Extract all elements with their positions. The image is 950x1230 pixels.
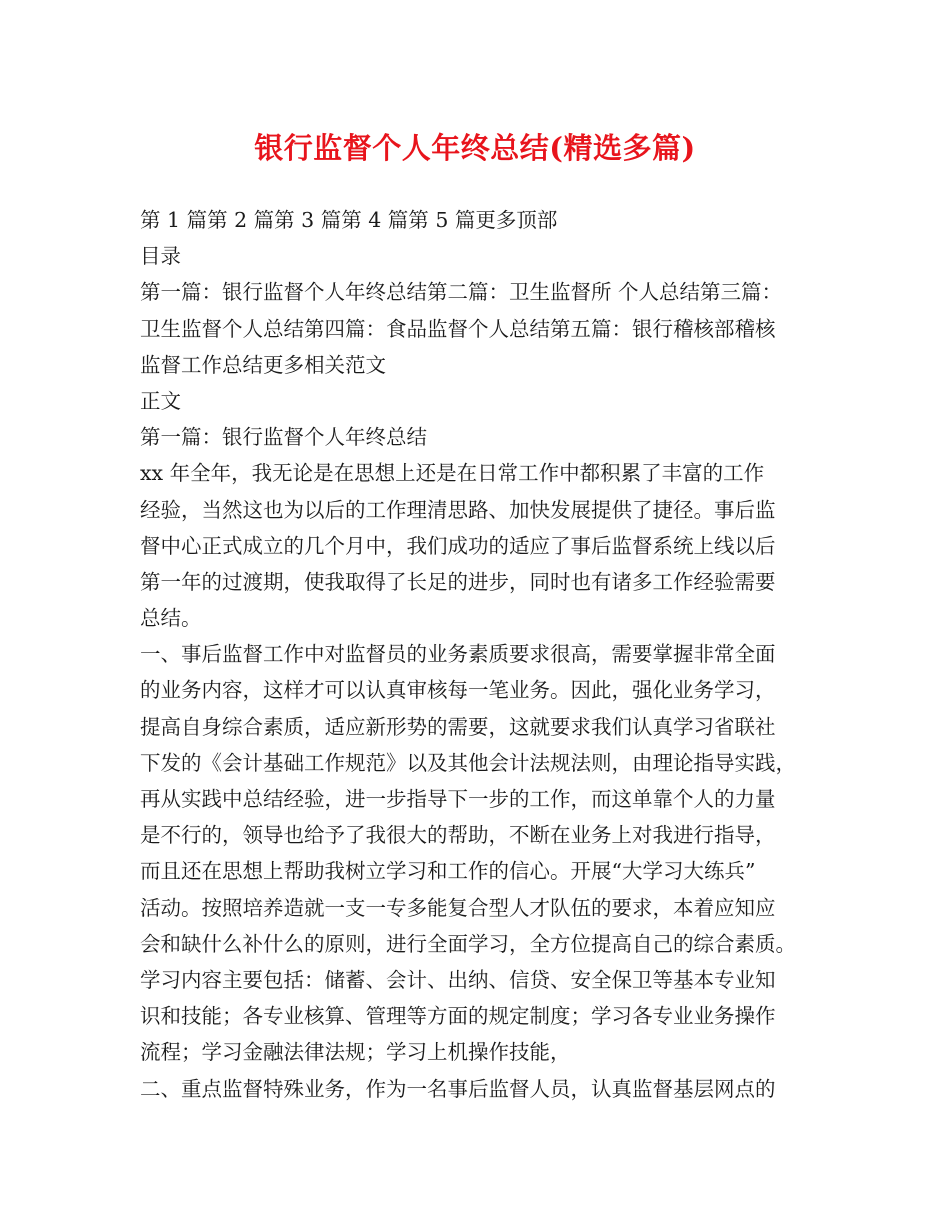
paragraph-line: 第一年的过渡期，使我取得了长足的进步，同时也有诸多工作经验需要 [140, 569, 776, 594]
toc-heading: 目录 [140, 244, 181, 269]
paragraph-line: 而且还在思想上帮助我树立学习和工作的信心。开展“大学习大练兵” [140, 859, 756, 884]
document-body [140, 202, 830, 1107]
toc-line: 监督工作总结更多相关范文 [140, 352, 386, 377]
paragraph-line: 是不行的，领导也给予了我很大的帮助，不断在业务上对我进行指导， [140, 823, 776, 848]
paragraph-line: 督中心正式成立的几个月中，我们成功的适应了事后监督系统上线以后 [140, 533, 776, 558]
document-title: 银行监督个人年终总结(精选多篇) [254, 131, 696, 165]
paragraph-line: 二、重点监督特殊业务，作为一名事后监督人员，认真监督基层网点的 [140, 1076, 776, 1101]
paragraph-line: 流程；学习金融法律法规；学习上机操作技能， [140, 1040, 571, 1065]
paragraph-line: 会和缺什么补什么的原则，进行全面学习，全方位提高自己的综合素质。 [140, 931, 796, 956]
toc-line: 卫生监督个人总结第四篇：食品监督个人总结第五篇：银行稽核部稽核 [140, 316, 776, 341]
paragraph-line: 提高自身综合素质，适应新形势的需要，这就要求我们认真学习省联社 [140, 714, 776, 739]
section-title: 第一篇：银行监督个人年终总结 [140, 425, 427, 450]
paragraph-line: 经验，当然这也为以后的工作理清思路、加快发展提供了捷径。事后监 [140, 497, 776, 522]
paragraph-line: 识和技能；各专业核算、管理等方面的规定制度；学习各专业业务操作 [140, 1004, 776, 1029]
paragraph-line: 总结。 [140, 606, 202, 631]
section-nav-links: 第 1 篇第 2 篇第 3 篇第 4 篇第 5 篇更多顶部 [140, 208, 558, 232]
paragraph-line: 的业务内容，这样才可以认真审核每一笔业务。因此，强化业务学习， [140, 678, 776, 703]
paragraph-line: xx 年全年，我无论是在思想上还是在日常工作中都积累了丰富的工作 [140, 461, 765, 486]
paragraph-line: 再从实践中总结经验，进一步指导下一步的工作，而这单靠个人的力量 [140, 787, 776, 811]
paragraph-line: 下发的《会计基础工作规范》以及其他会计法规法则，由理论指导实践， [140, 750, 796, 775]
body-heading: 正文 [140, 388, 181, 413]
paragraph-line: 活动。按照培养造就一支一专多能复合型人才队伍的要求，本着应知应 [140, 895, 776, 920]
paragraph-line: 学习内容主要包括：储蓄、会计、出纳、信贷、安全保卫等基本专业知 [140, 967, 776, 992]
paragraph-line: 一、事后监督工作中对监督员的业务素质要求很高，需要掌握非常全面 [140, 642, 776, 667]
toc-line: 第一篇：银行监督个人年终总结第二篇：卫生监督所 个人总结第三篇： [140, 280, 783, 305]
